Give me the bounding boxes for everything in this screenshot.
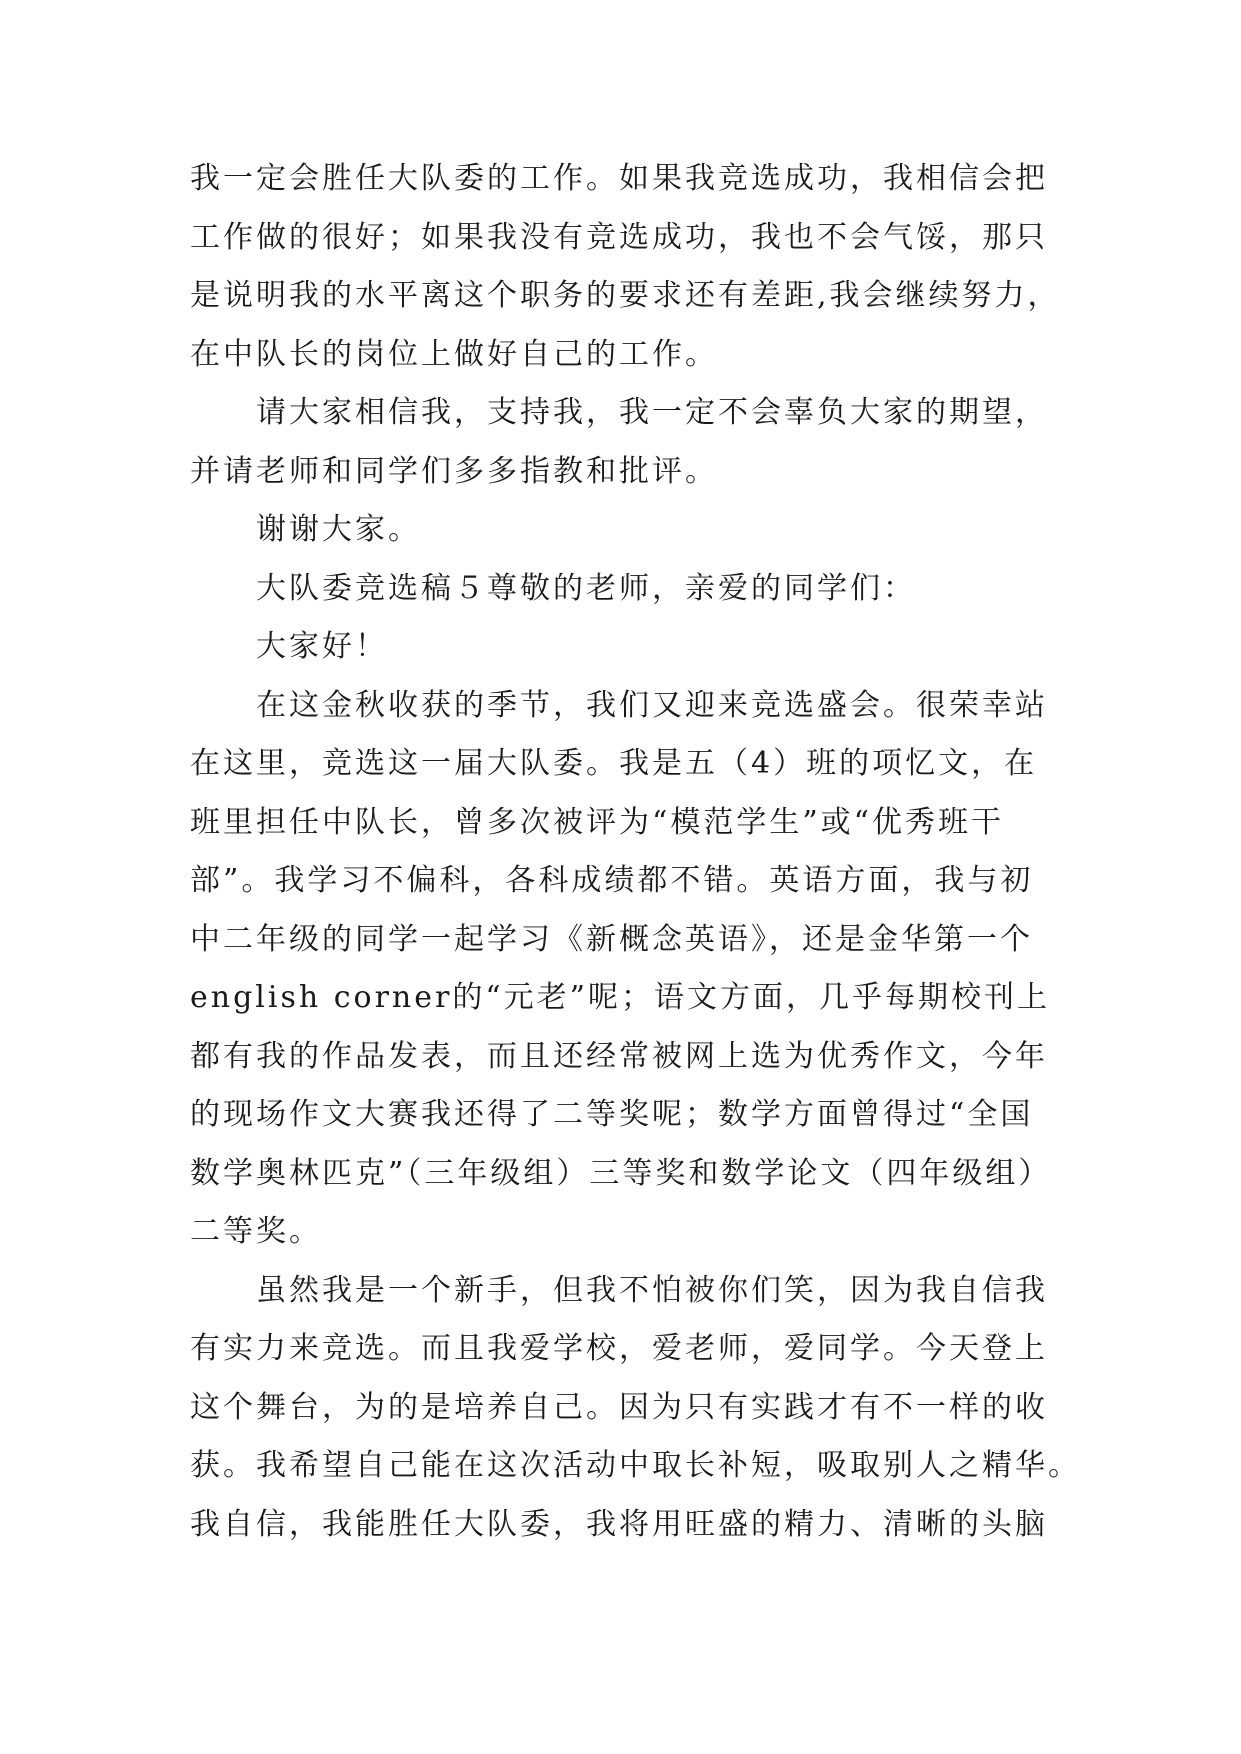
paragraph-first-line: 谢谢大家。 — [256, 512, 421, 547]
text-line: 这个舞台，为的是培养自己。因为只有实践才有不一样的收 — [190, 1389, 1048, 1425]
text-line: 在中队长的岗位上做好自己的工作。 — [190, 336, 718, 372]
text-line: 是说明我的水平离这个职务的要求还有差距,我会继续努力， — [190, 278, 1061, 313]
section-heading-line: 大队委竞选稿５尊敬的老师，亲爱的同学们： — [256, 570, 916, 606]
paragraph-first-line: 虽然我是一个新手，但我不怕被你们笑，因为我自信我 — [256, 1272, 1048, 1308]
text-line: 工作做的很好；如果我没有竞选成功，我也不会气馁，那只 — [190, 219, 1048, 255]
text-line: 数学奥林匹克”（三年级组）三等奖和数学论文（四年级组） — [190, 1155, 1052, 1191]
text-line: 班里担任中队长，曾多次被评为“模范学生”或“优秀班干 — [190, 804, 1005, 840]
text-line: 并请老师和同学们多多指教和批评。 — [190, 453, 718, 489]
paragraph-first-line: 在这金秋收获的季节，我们又迎来竞选盛会。很荣幸站 — [256, 687, 1048, 723]
text-line: english corner的“元老”呢；语文方面，几乎每期校刊上 — [190, 980, 1051, 1015]
text-line: 有实力来竞选。而且我爱学校，爱老师，爱同学。今天登上 — [190, 1331, 1048, 1366]
text-line: 部”。我学习不偏科，各科成绩都不错。英语方面，我与初 — [190, 863, 1034, 898]
text-line: 获。我希望自己能在这次活动中取长补短，吸取别人之精华。 — [190, 1448, 1081, 1483]
text-line: 中二年级的同学一起学习《新概念英语》，还是金华第一个 — [190, 921, 1033, 957]
text-line: 都有我的作品发表，而且还经常被网上选为优秀作文，今年 — [190, 1038, 1048, 1074]
document-body — [190, 150, 1090, 1554]
text-line: 我自信，我能胜任大队委，我将用旺盛的精力、清晰的头脑 — [190, 1506, 1048, 1542]
text-line: 我一定会胜任大队委的工作。如果我竞选成功，我相信会把 — [190, 161, 1048, 196]
text-line: 二等奖。 — [190, 1214, 322, 1249]
text-line: 在这里，竞选这一届大队委。我是五（4）班的项忆文，在 — [190, 746, 1038, 781]
greeting-line: 大家好！ — [256, 629, 388, 664]
text-line: 的现场作文大赛我还得了二等奖呢；数学方面曾得过“全国 — [190, 1097, 1034, 1132]
paragraph-first-line: 请大家相信我，支持我，我一定不会辜负大家的期望， — [256, 395, 1048, 430]
